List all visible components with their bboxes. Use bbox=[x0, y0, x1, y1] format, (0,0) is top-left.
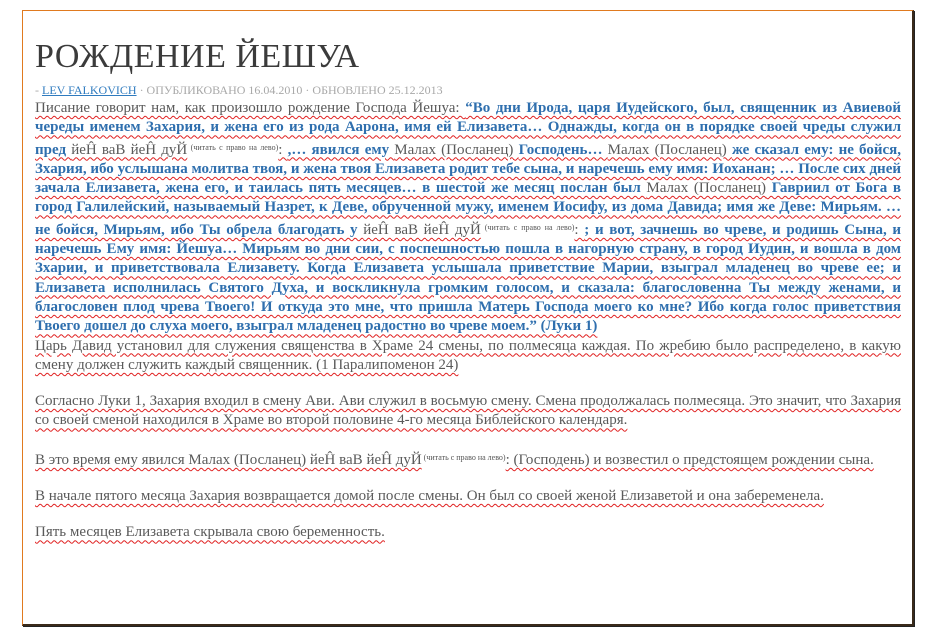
paragraph-text: Малах (Посланец) bbox=[646, 180, 767, 197]
article-content bbox=[35, 37, 901, 560]
paragraph-text: : bbox=[278, 141, 288, 158]
scripture-quote: Гавриил от Бога в город Галилейский, называемый Назрет, к Деве, обрученной мужу, именем Иосифу, из дома Давида; имя же Деве: Мирьям. … не бойся, Мирьям, ибо Ты обрела благодать у bbox=[35, 180, 901, 238]
paragraph-text: Писание говорит нам, как произошло рождение Господа Йешуа: bbox=[35, 100, 466, 116]
paragraph bbox=[35, 487, 901, 506]
reading-note: (читать с право на лево) bbox=[480, 222, 575, 232]
divine-name: йеĤ ваВ йеĤ дуЙ bbox=[309, 451, 422, 468]
divine-name: йеĤ ваВ йеĤ дуЙ bbox=[71, 141, 188, 158]
paragraph-text: : (Господень) и возвестил о предстоящем рождении сына. bbox=[505, 451, 874, 468]
scripture-quote: “Во дни Ирода, царя Иудейского, был, священник из Авиевой череды именем Захария, и жена его из рода Аарона, имя ей Елизавета… Однажды, когда он в порядке своей чреды служил пред bbox=[35, 100, 901, 158]
paragraph-text: Пять месяцев Елизавета скрывала свою беременность. bbox=[35, 524, 385, 541]
paragraph-text: Царь Давид установил для служения священства в Храме 24 смены, по полмесяца каждая. По жребию было распределено, в какую смену должен служить каждый священник. (1 Паралипоменон 24) bbox=[35, 337, 901, 373]
page-title: РОЖДЕНИЕ ЙЕШУА bbox=[35, 38, 360, 75]
paragraph bbox=[35, 448, 901, 470]
scripture-quote: ,… явился ему bbox=[287, 141, 395, 158]
meta-prefix: - bbox=[35, 83, 42, 97]
scripture-quote: ; и вот, зачнешь во чреве, и родишь Сына, и наречешь Ему имя: Йешуа… Мирьям во дни сии, с поспешностью пошла в нагорную страну, в город Иудин, и вошла в дом Зхарии, и приветствовала Елизавету. Когда Елизавета услышала приветствие Марии, взыграл младенец во чреве ее; и Елизавета исполнилась Святого Духа, и воскликнула громким голосом, и сказала: благословенна Ты между женами, и благословен плод чрева Твоего! И откуда это мне, что пришла Матерь Господа моего ко мне? Ибо когда голос приветствия Твоего дошел до слуха моего, взыграл младенец радостно во чреве моем.” (Луки 1) bbox=[35, 221, 902, 335]
reading-note: (читать с право на лево) bbox=[187, 142, 279, 152]
paragraph-text: Согласно Луки 1, Захария входил в смену Ави. Ави служил в восьмую смену. Смена продолжалась полмесяца. Это значит, что Захария со своей сменой находился в Храме во второй половине 4-го месяца Библейского календаря. bbox=[35, 393, 901, 429]
paragraph-text: Малах (Посланец) bbox=[607, 141, 732, 158]
article-frame bbox=[22, 10, 914, 626]
post-meta bbox=[35, 82, 901, 98]
scripture-quote: Господень… bbox=[518, 141, 608, 158]
paragraph-text: : bbox=[574, 221, 585, 238]
divine-name: йеĤ ваВ йеĤ дуЙ bbox=[363, 221, 481, 238]
paragraph bbox=[35, 523, 901, 542]
paragraph bbox=[35, 392, 901, 431]
paragraph-text: В это время ему явился Малах (Посланец) bbox=[35, 451, 310, 468]
paragraph-text: Малах (Посланец) bbox=[394, 141, 519, 158]
paragraph-text: В начале пятого месяца Захария возвращается домой после смены. Он был со своей женой Елизаветой и она забеременела. bbox=[35, 488, 824, 505]
scripture-paragraph bbox=[35, 99, 901, 375]
scripture-quote: же сказал ему: не бойся, Зхария, ибо услышана молитва твоя, и жена твоя Елизавета родит тебе сына, и наречешь ему имя: Иоханан; … После сих дней зачала Елизавета, жена его, и таилась пять месяцев… в шестой же месяц послан был bbox=[35, 141, 902, 197]
reading-note: (читать с право на лево) bbox=[421, 452, 506, 462]
publish-dates: · ОПУБЛИКОВАНО 16.04.2010 · ОБНОВЛЕНО 25.12.2013 bbox=[136, 83, 443, 97]
author-link[interactable]: LEV FALKOVICH bbox=[42, 83, 137, 97]
